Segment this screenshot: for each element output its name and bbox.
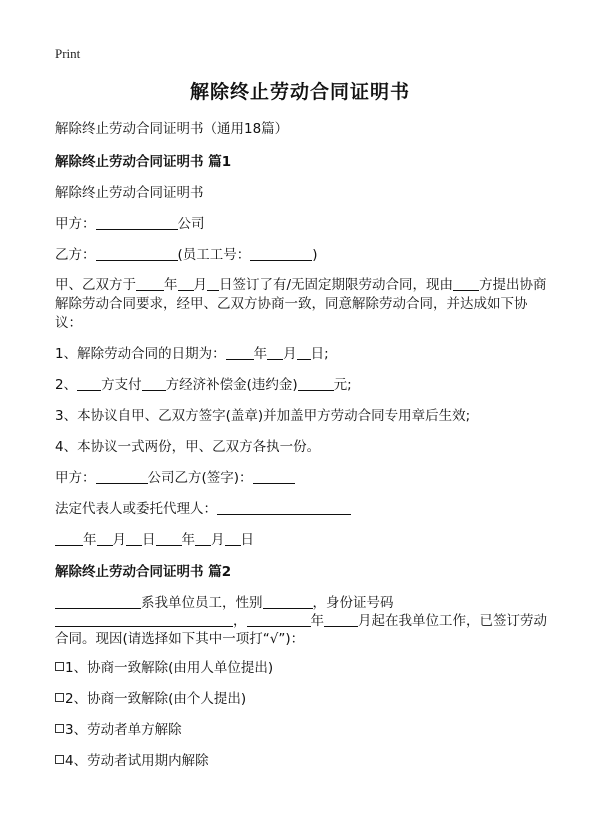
option-1 [55, 658, 552, 678]
option-1-text: 1、协商一致解除(由用人单位提出) [65, 660, 274, 676]
date-month: 月 [112, 532, 126, 548]
date2-day: 日 [240, 532, 254, 548]
section1-doc-name: 解除终止劳动合同证明书 [55, 185, 204, 201]
intro-party-blank [453, 276, 479, 291]
id-number-blank [55, 612, 233, 627]
section2-text-d: 年 [310, 613, 324, 629]
date2-month-blank [195, 531, 211, 546]
item-2-payee-blank [142, 376, 166, 391]
date-day-blank [126, 531, 142, 546]
intro-part-2: 年 [164, 277, 178, 293]
intro-day-blank [207, 276, 219, 291]
item-1-year: 年 [253, 346, 268, 362]
item-2-compensation: 方经济补偿金(违约金) [165, 377, 298, 393]
document-title: 解除终止劳动合同证明书 [189, 81, 410, 103]
start-year-blank [247, 612, 311, 627]
document-subtitle: 解除终止劳动合同证明书（通用18篇） [55, 121, 289, 137]
option-4 [55, 751, 552, 771]
representative-line [55, 499, 552, 519]
option-3 [55, 720, 552, 740]
item-1-year-blank [226, 345, 254, 360]
intro-part-3: 月 [193, 277, 207, 293]
item-3: 3、本协议自甲、乙双方签字(盖章)并加盖甲方劳动合同专用章后生效; [55, 408, 471, 424]
date-month-blank [97, 531, 113, 546]
item-1-month-blank [267, 345, 283, 360]
option-1-checkbox [55, 662, 64, 671]
date2-year-blank [156, 531, 182, 546]
section1-heading: 解除终止劳动合同证明书 篇1 [55, 154, 232, 170]
date-year-blank [55, 531, 83, 546]
party-b-label: 乙方： [55, 247, 96, 263]
print-label: Print [55, 46, 81, 61]
representative-blank [217, 500, 351, 515]
sign-party-a-label: 甲方： [55, 470, 96, 486]
party-b-employee-id-label: (员工工号： [177, 247, 251, 263]
section2-heading: 解除终止劳动合同证明书 篇2 [55, 564, 232, 580]
party-a-label: 甲方： [55, 216, 96, 232]
option-4-text: 4、劳动者试用期内解除 [65, 753, 209, 769]
item-2-party-blank [77, 376, 101, 391]
party-a-line [55, 214, 552, 234]
option-3-text: 3、劳动者单方解除 [65, 722, 182, 738]
item-1-month: 月 [283, 346, 297, 362]
date-year: 年 [83, 532, 97, 548]
intro-part-1: 甲、乙双方于 [55, 277, 136, 293]
date2-month: 月 [211, 532, 225, 548]
section2-text-b: ，身份证号码 [312, 595, 394, 611]
section2-text-e: 月起在我单位工作，已签订劳动 [358, 613, 547, 629]
intro-year-blank [136, 276, 164, 291]
sign-party-b-blank [253, 469, 295, 484]
section2-text-a: 系我单位员工，性别 [141, 595, 263, 611]
date2-year: 年 [181, 532, 195, 548]
sign-party-b-label: 公司乙方(签字)： [147, 470, 253, 486]
representative-label: 法定代表人或委托代理人： [55, 501, 217, 517]
item-1-day: 日; [310, 346, 329, 362]
date-day: 日 [142, 532, 156, 548]
item-1-day-blank [297, 345, 311, 360]
option-2-checkbox [55, 693, 64, 702]
sign-party-a-blank [96, 469, 148, 484]
item-2 [55, 375, 552, 395]
item-1 [55, 344, 552, 364]
option-4-checkbox [55, 755, 64, 764]
signature-line [55, 468, 552, 488]
intro-month-blank [178, 276, 194, 291]
option-2-text: 2、协商一致解除(由个人提出) [65, 691, 247, 707]
gender-blank [263, 594, 313, 609]
start-month-blank [324, 612, 358, 627]
item-2-currency: 元; [333, 377, 352, 393]
party-b-line [55, 245, 552, 265]
item-2-amount-blank [298, 376, 334, 391]
intro-paragraph [55, 276, 552, 333]
party-a-suffix: 公司 [177, 216, 205, 232]
section2-line-3: 合同。现因(请选择如下其中一项打“√”)： [55, 631, 305, 647]
item-2-pays: 方支付 [101, 377, 142, 393]
date2-day-blank [225, 531, 241, 546]
section2-text-c: ， [233, 613, 247, 629]
date-line [55, 530, 552, 550]
intro-part-5: 方提出协商解除劳动合同要求，经甲、乙双方协商一致，同意解除劳动合同，并达成如下协议： [55, 277, 547, 331]
party-b-blank [96, 246, 178, 261]
item-1-text: 1、解除劳动合同的日期为： [55, 346, 226, 362]
party-b-end: ) [312, 247, 318, 263]
option-2 [55, 689, 552, 709]
section2-line-2 [55, 611, 552, 631]
section2-line-1 [55, 593, 552, 613]
item-4: 4、本协议一式两份，甲、乙双方各执一份。 [55, 439, 321, 455]
employee-id-blank [250, 246, 312, 261]
employee-name-blank [55, 594, 141, 609]
intro-part-4: 日签订了有/无固定期限劳动合同，现由 [219, 277, 454, 293]
party-a-blank [96, 215, 178, 230]
item-2-number: 2、 [55, 377, 78, 393]
option-3-checkbox [55, 724, 64, 733]
